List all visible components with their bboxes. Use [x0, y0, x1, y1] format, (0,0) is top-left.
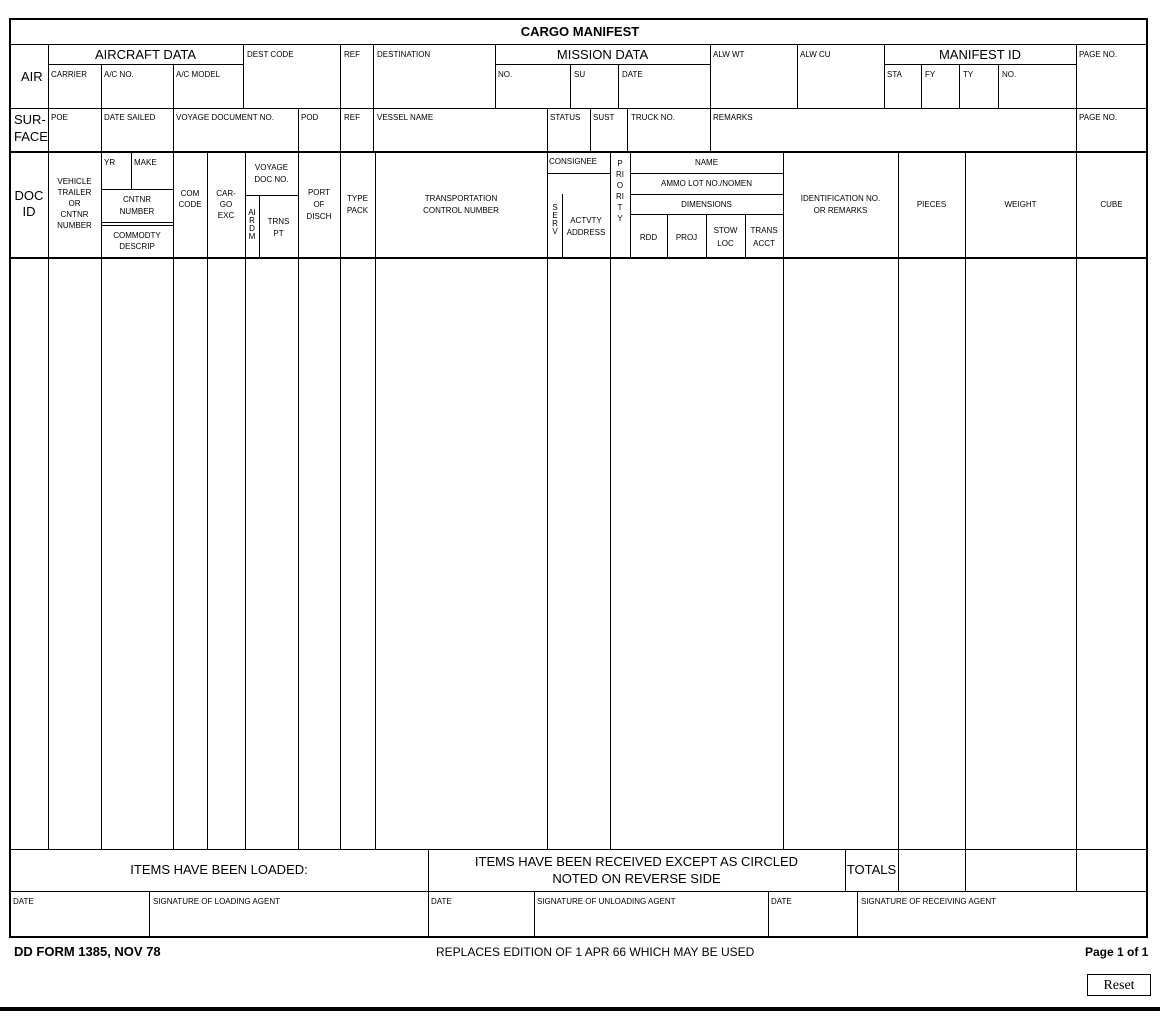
weight-header: WEIGHT: [1004, 200, 1037, 209]
pieces-header: PIECES: [916, 200, 947, 209]
serv-header: SERV: [552, 203, 558, 236]
form-title: CARGO MANIFEST: [520, 24, 640, 39]
mission-data-heading: MISSION DATA: [556, 47, 649, 62]
destination-field[interactable]: DESTINATION: [377, 50, 431, 59]
surface-label: SUR-: [14, 112, 46, 127]
stow-loc-header: STOW: [713, 226, 738, 235]
mission-date-field[interactable]: DATE: [622, 70, 643, 79]
type-pack-header: TYPE: [347, 194, 368, 203]
unloading-agent-signature[interactable]: SIGNATURE OF UNLOADING AGENT: [537, 897, 676, 906]
reset-button[interactable]: Reset: [1087, 974, 1151, 996]
aircraft-data-heading: AIRCRAFT DATA: [94, 47, 197, 62]
frame-bottom: [9, 936, 1148, 938]
date-sailed-field[interactable]: DATE SAILED: [104, 113, 156, 122]
alw-cu-field[interactable]: ALW CU: [800, 50, 831, 59]
doc-id-header: DOC: [14, 188, 44, 203]
com-code-header: COM: [180, 189, 200, 198]
rdd-header: RDD: [639, 233, 658, 242]
surface-ref-field[interactable]: REF: [344, 113, 360, 122]
manifest-id-heading: MANIFEST ID: [938, 47, 1022, 62]
remarks-field[interactable]: REMARKS: [713, 113, 753, 122]
poe-field[interactable]: POE: [51, 113, 68, 122]
air-ref-field[interactable]: REF: [344, 50, 360, 59]
frame-right: [1146, 18, 1148, 938]
dimensions-header: DIMENSIONS: [681, 200, 732, 209]
air-page-no-field[interactable]: PAGE NO.: [1079, 50, 1118, 59]
vessel-name-field[interactable]: VESSEL NAME: [377, 113, 434, 122]
items-received-label: ITEMS HAVE BEEN RECEIVED EXCEPT AS CIRCLED: [474, 854, 799, 869]
manifest-no-field[interactable]: NO.: [1002, 70, 1017, 79]
total-weight-field[interactable]: [966, 851, 1076, 891]
bottom-rule: [0, 1007, 1160, 1011]
surface-page-no-field[interactable]: PAGE NO.: [1079, 113, 1118, 122]
commodity-header: COMMODTY: [113, 231, 161, 240]
activity-address-header: ACTVTY: [570, 216, 602, 225]
sust-field[interactable]: SUST: [593, 113, 615, 122]
make-header: MAKE: [134, 158, 157, 167]
voyage-document-field[interactable]: VOYAGE DOCUMENT NO.: [176, 113, 274, 122]
su-field[interactable]: SU: [574, 70, 586, 79]
alw-wt-field[interactable]: ALW WT: [713, 50, 745, 59]
items-loaded-label: ITEMS HAVE BEEN LOADED:: [130, 862, 308, 877]
air-label: AIR: [21, 69, 43, 84]
form-number: DD FORM 1385, NOV 78: [14, 944, 161, 959]
port-of-disch-header: PORT: [307, 188, 331, 197]
frame-top: [9, 18, 1148, 20]
sta-field[interactable]: STA: [887, 70, 902, 79]
unloading-date-field[interactable]: DATE: [431, 897, 452, 906]
page-indicator: Page 1 of 1: [1085, 945, 1149, 959]
cube-header: CUBE: [1100, 200, 1123, 209]
trns-pt-header: TRNS: [267, 217, 290, 226]
proj-header: PROJ: [675, 233, 698, 242]
vehicle-header: VEHICLE: [57, 177, 92, 186]
tcn-header: TRANSPORTATION: [424, 194, 498, 203]
name-header: NAME: [694, 158, 719, 167]
voyage-doc-header: VOYAGE: [254, 163, 289, 172]
total-cube-field[interactable]: [1077, 851, 1146, 891]
ac-model-field[interactable]: A/C MODEL: [176, 70, 221, 79]
truck-no-field[interactable]: TRUCK NO.: [631, 113, 675, 122]
loading-date-field[interactable]: DATE: [13, 897, 34, 906]
ammo-lot-header: AMMO LOT NO./NOMEN: [661, 179, 752, 188]
mission-no-field[interactable]: NO.: [498, 70, 513, 79]
cntnr-number-header: CNTNR: [123, 195, 151, 204]
cargo-exc-header: CAR-: [216, 189, 236, 198]
carrier-field[interactable]: CARRIER: [51, 70, 88, 79]
trans-acct-header: TRANS: [750, 226, 778, 235]
ac-no-field[interactable]: A/C NO.: [104, 70, 134, 79]
priority-header: PRIORITY: [616, 159, 624, 223]
manifest-entry-area[interactable]: [11, 259, 1146, 849]
loading-agent-signature[interactable]: SIGNATURE OF LOADING AGENT: [153, 897, 280, 906]
pod-field[interactable]: POD: [301, 113, 319, 122]
status-field[interactable]: STATUS: [550, 113, 581, 122]
receiving-date-field[interactable]: DATE: [771, 897, 792, 906]
replaces-note: REPLACES EDITION OF 1 APR 66 WHICH MAY BE USED: [436, 945, 755, 959]
consignee-header: CONSIGNEE: [549, 157, 598, 166]
fy-field[interactable]: FY: [925, 70, 936, 79]
yr-header: YR: [104, 158, 116, 167]
receiving-agent-signature[interactable]: SIGNATURE OF RECEIVING AGENT: [861, 897, 996, 906]
totals-label: TOTALS: [846, 862, 897, 877]
airdm-header: AIRDM: [248, 208, 256, 241]
ty-field[interactable]: TY: [963, 70, 974, 79]
total-pieces-field[interactable]: [899, 851, 965, 891]
dest-code-field[interactable]: DEST CODE: [247, 50, 294, 59]
identification-header: IDENTIFICATION NO.: [800, 194, 881, 203]
